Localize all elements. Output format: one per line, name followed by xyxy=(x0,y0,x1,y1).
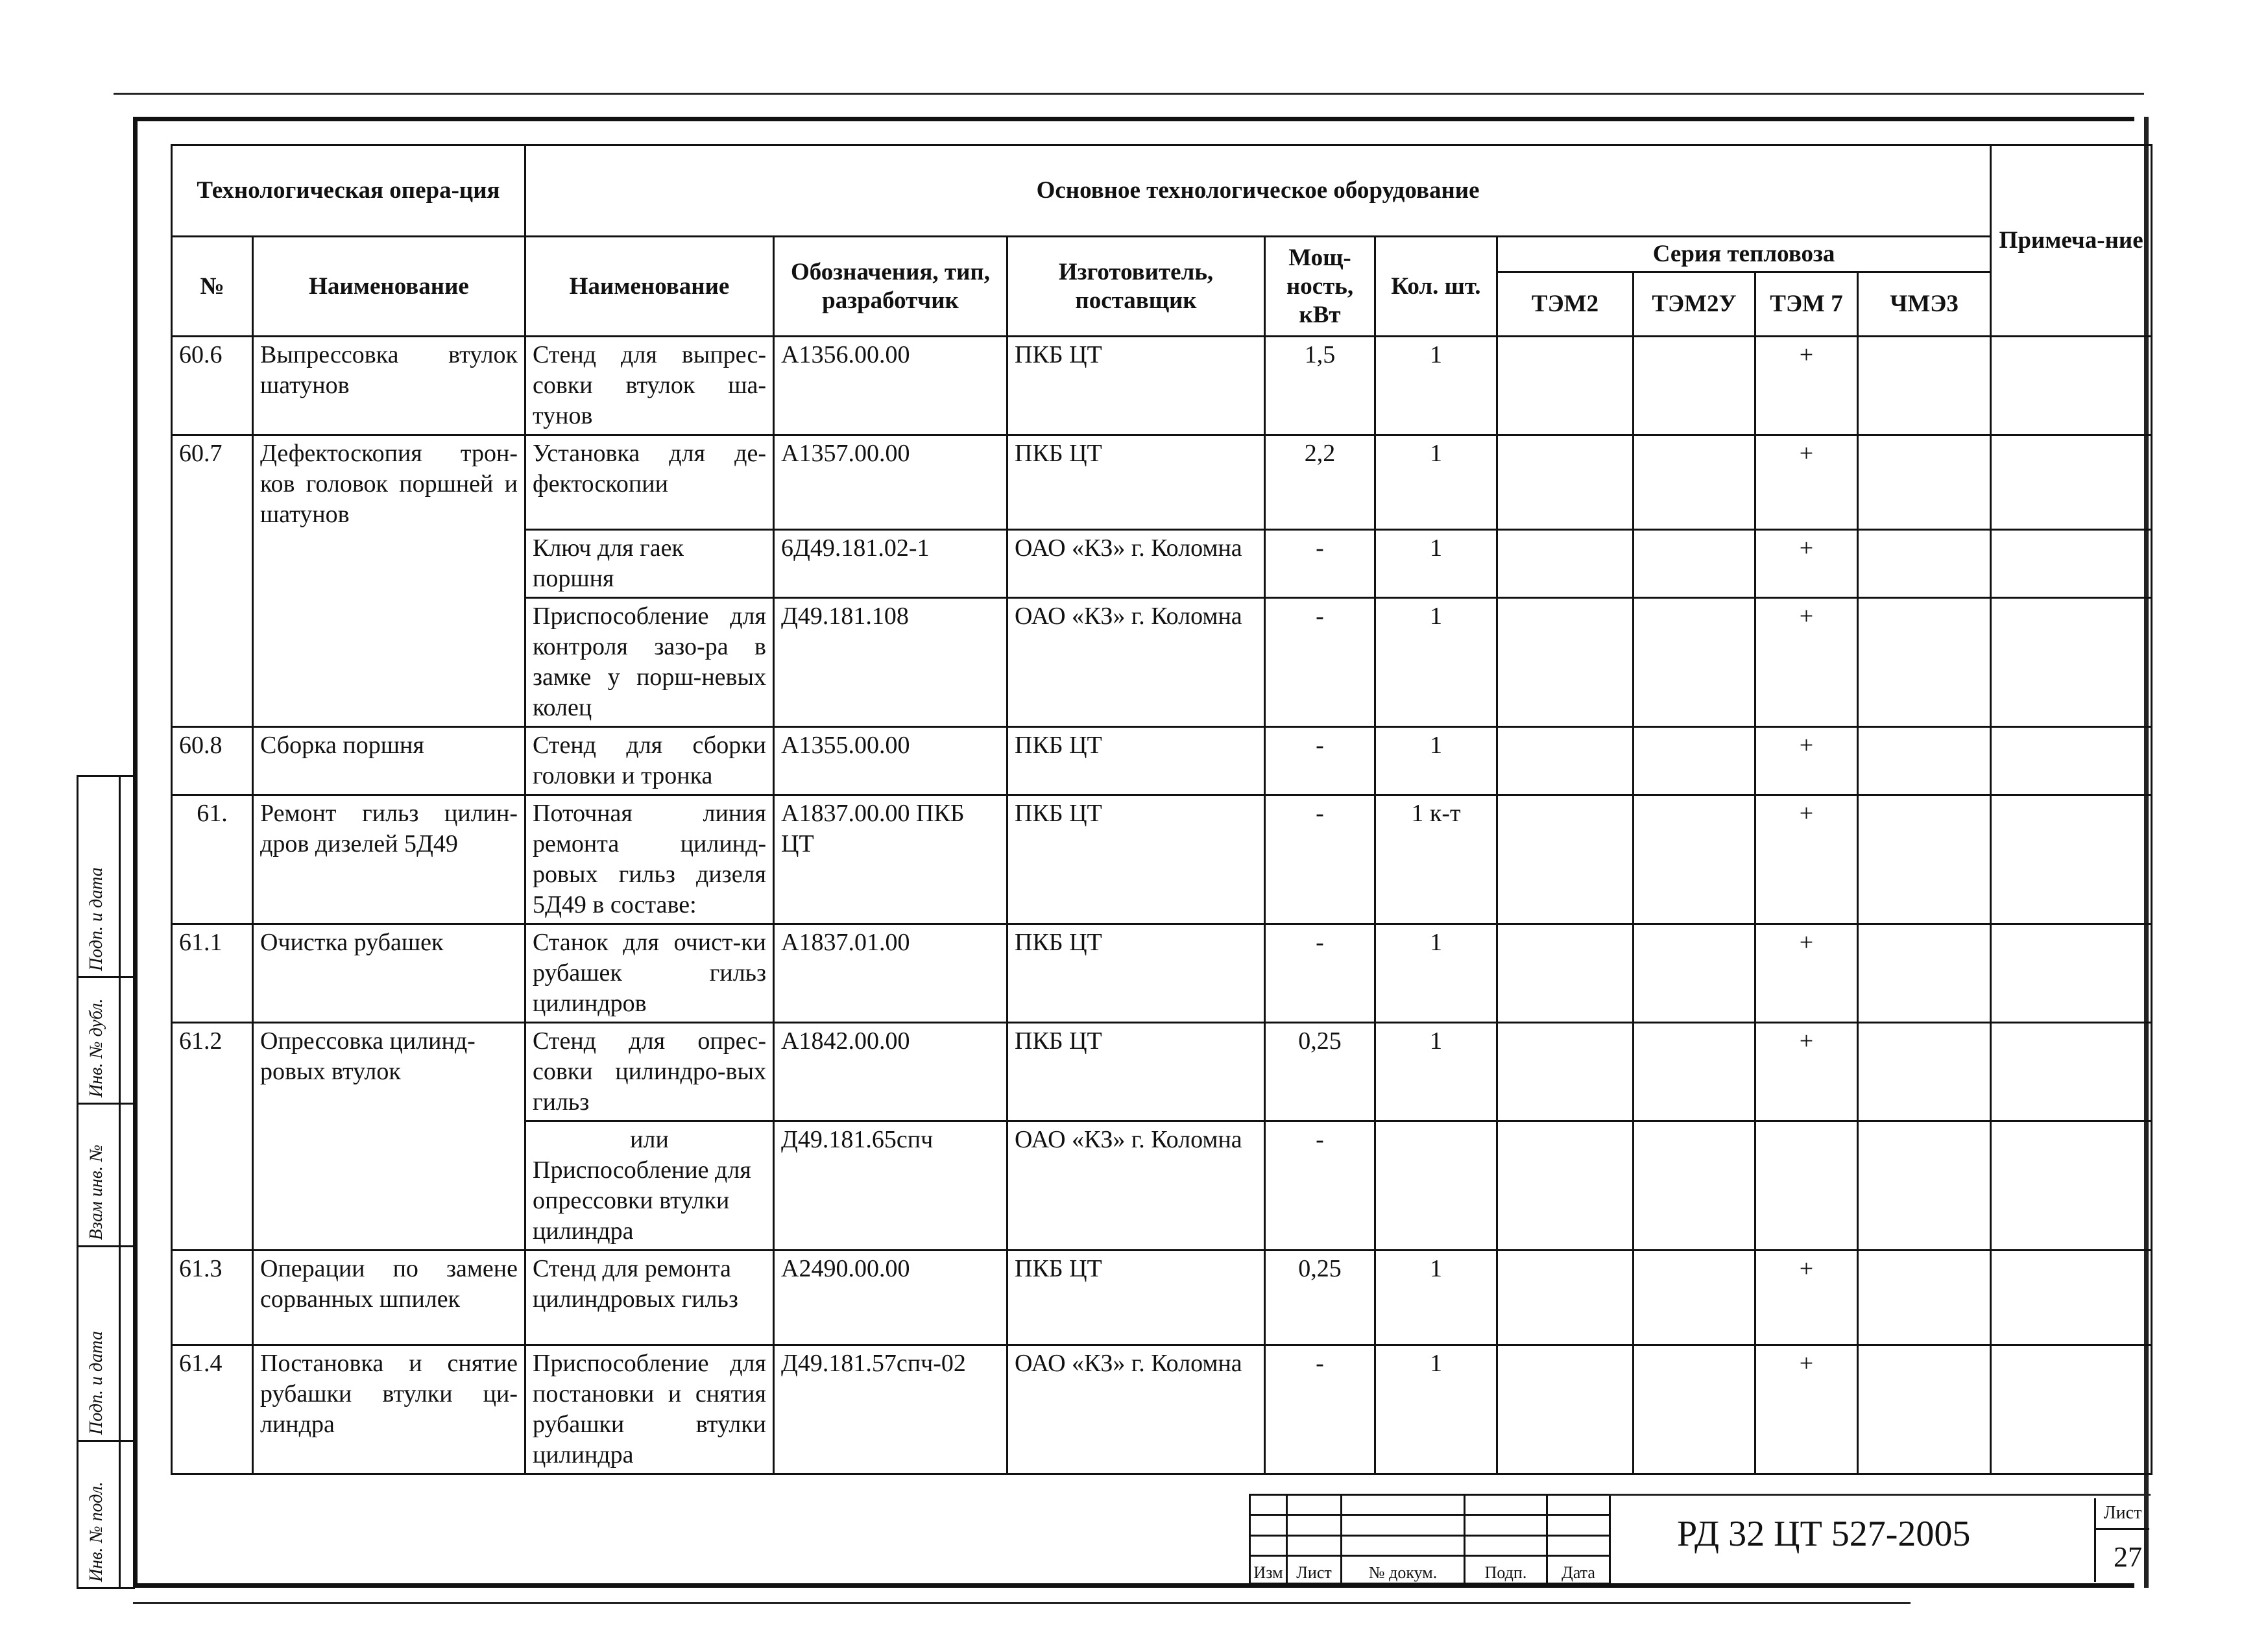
cell-tem2 xyxy=(1497,337,1634,435)
header-row-1 xyxy=(172,145,2152,237)
cell-designation: А2490.00.00 xyxy=(774,1251,1007,1345)
cell-num: 61.1 xyxy=(172,924,253,1023)
top-rule xyxy=(114,93,2144,95)
side-stamp-label: Инв. № подл. xyxy=(86,1481,106,1582)
cell-note xyxy=(1991,1345,2152,1474)
title-block-row xyxy=(1250,1535,1610,1555)
cell-equipment: Стенд для ремонта цилиндровых гильз xyxy=(525,1251,774,1345)
header-series-tem2u: ТЭМ2У xyxy=(1634,272,1755,337)
cell-chme3 xyxy=(1858,530,1991,598)
cell-note xyxy=(1991,795,2152,924)
cell-manufacturer: ПКБ ЦТ xyxy=(1007,435,1265,530)
cell-designation: А1837.00.00 ПКБ ЦТ xyxy=(774,795,1007,924)
header-row-2 xyxy=(172,237,2152,272)
cell-tem2u xyxy=(1634,1023,1755,1121)
cell-power: - xyxy=(1265,598,1375,727)
cell-tem7: + xyxy=(1755,727,1858,795)
tb-list: Лист xyxy=(1287,1556,1342,1584)
cell-qty: 1 xyxy=(1375,435,1497,530)
cell-tem2 xyxy=(1497,727,1634,795)
document-code: РД 32 ЦТ 527-2005 xyxy=(1677,1514,1971,1554)
cell-manufacturer: ОАО «КЗ» г. Коломна xyxy=(1007,530,1265,598)
cell-qty: 1 xyxy=(1375,337,1497,435)
cell-equipment-or: или xyxy=(630,1126,669,1153)
table-row xyxy=(172,435,2152,530)
cell-tem2 xyxy=(1497,530,1634,598)
header-series: Серия тепловоза xyxy=(1497,237,1991,272)
title-block-row xyxy=(1250,1515,1610,1535)
table-row xyxy=(172,1251,2152,1345)
cell-manufacturer: ОАО «КЗ» г. Коломна xyxy=(1007,1121,1265,1251)
header-manufacturer: Изготовитель, поставщик xyxy=(1007,237,1265,337)
cell-tem2u xyxy=(1634,1121,1755,1251)
cell-tem2 xyxy=(1497,1023,1634,1121)
cell-note xyxy=(1991,1023,2152,1121)
header-qty: Кол. шт. xyxy=(1375,237,1497,337)
cell-tem2u xyxy=(1634,924,1755,1023)
cell-qty: 1 xyxy=(1375,727,1497,795)
header-op-name: Наименование xyxy=(253,237,525,337)
cell-operation: Сборка поршня xyxy=(253,727,525,795)
cell-equipment: Стенд для выпрес-совки втулок ша-тунов xyxy=(525,337,774,435)
cell-tem2u xyxy=(1634,1345,1755,1474)
cell-tem2 xyxy=(1497,924,1634,1023)
cell-power: - xyxy=(1265,795,1375,924)
tb-podp: Подп. xyxy=(1465,1556,1547,1584)
header-designation: Обозначения, тип, разработчик xyxy=(774,237,1007,337)
cell-power: - xyxy=(1265,1345,1375,1474)
bottom-rule xyxy=(133,1602,1911,1604)
cell-manufacturer: ПКБ ЦТ xyxy=(1007,1023,1265,1121)
cell-qty: 1 xyxy=(1375,924,1497,1023)
cell-num: 61.3 xyxy=(172,1251,253,1345)
cell-tem2 xyxy=(1497,598,1634,727)
table-row xyxy=(172,727,2152,795)
cell-power: - xyxy=(1265,924,1375,1023)
title-block-grid xyxy=(1249,1494,1611,1585)
cell-chme3 xyxy=(1858,435,1991,530)
equipment-table xyxy=(171,144,2152,1475)
cell-note xyxy=(1991,1251,2152,1345)
cell-num: 60.6 xyxy=(172,337,253,435)
cell-operation: Операции по замене сорванных шпилек xyxy=(253,1251,525,1345)
header-series-chme3: ЧМЭ3 xyxy=(1858,272,1991,337)
cell-equipment xyxy=(525,1121,774,1251)
cell-num: 61.2 xyxy=(172,1023,253,1251)
cell-equipment: Приспособление для постановки и снятия рубашки втулки цилиндра xyxy=(525,1345,774,1474)
cell-manufacturer: ПКБ ЦТ xyxy=(1007,337,1265,435)
cell-tem7: + xyxy=(1755,337,1858,435)
cell-power: 2,2 xyxy=(1265,435,1375,530)
side-stamp-label: Подп. и дата xyxy=(86,1331,106,1435)
header-num: № xyxy=(172,237,253,337)
cell-note xyxy=(1991,1121,2152,1251)
side-stamp-label: Подп. и дата xyxy=(86,867,106,971)
cell-equipment: Приспособление для контроля зазо-ра в замке у порш-невых колец xyxy=(525,598,774,727)
cell-equipment: Стенд для сборки головки и тронка xyxy=(525,727,774,795)
cell-qty: 1 xyxy=(1375,598,1497,727)
cell-tem2u xyxy=(1634,795,1755,924)
cell-note xyxy=(1991,435,2152,530)
cell-tem2u xyxy=(1634,337,1755,435)
cell-power: - xyxy=(1265,727,1375,795)
cell-equipment: Поточная линия ремонта цилинд-ровых гильз дизеля 5Д49 в составе: xyxy=(525,795,774,924)
title-block xyxy=(1249,1494,2151,1585)
cell-qty xyxy=(1375,1121,1497,1251)
cell-tem7: + xyxy=(1755,530,1858,598)
tb-data: Дата xyxy=(1547,1556,1610,1584)
cell-tem2 xyxy=(1497,1121,1634,1251)
cell-chme3 xyxy=(1858,924,1991,1023)
header-eq-name: Наименование xyxy=(525,237,774,337)
cell-note xyxy=(1991,530,2152,598)
cell-note xyxy=(1991,598,2152,727)
cell-chme3 xyxy=(1858,598,1991,727)
cell-equipment: Станок для очист-ки рубашек гильз цилиндров xyxy=(525,924,774,1023)
title-block-labels xyxy=(1250,1556,1610,1584)
table-row xyxy=(172,924,2152,1023)
title-block-row xyxy=(1250,1495,1610,1515)
sheet-number: 27 xyxy=(2094,1530,2147,1582)
cell-operation: Выпрессовка втулок шатунов xyxy=(253,337,525,435)
cell-num: 61.4 xyxy=(172,1345,253,1474)
cell-tem2u xyxy=(1634,727,1755,795)
cell-manufacturer: ПКБ ЦТ xyxy=(1007,924,1265,1023)
cell-manufacturer: ОАО «КЗ» г. Коломна xyxy=(1007,598,1265,727)
cell-operation: Постановка и снятие рубашки втулки ци-линдра xyxy=(253,1345,525,1474)
cell-designation: А1837.01.00 xyxy=(774,924,1007,1023)
cell-qty: 1 к-т xyxy=(1375,795,1497,924)
cell-equipment: Установка для де-фектоскопии xyxy=(525,435,774,530)
cell-tem7 xyxy=(1755,1121,1858,1251)
cell-tem7: + xyxy=(1755,924,1858,1023)
cell-chme3 xyxy=(1858,1345,1991,1474)
cell-operation: Дефектоскопия трон-ков головок поршней и шатунов xyxy=(253,435,525,727)
cell-tem7: + xyxy=(1755,795,1858,924)
cell-manufacturer: ОАО «КЗ» г. Коломна xyxy=(1007,1345,1265,1474)
table-row xyxy=(172,337,2152,435)
cell-designation: Д49.181.108 xyxy=(774,598,1007,727)
cell-chme3 xyxy=(1858,795,1991,924)
cell-tem2u xyxy=(1634,435,1755,530)
cell-tem7: + xyxy=(1755,1023,1858,1121)
cell-power: 0,25 xyxy=(1265,1023,1375,1121)
cell-tem7: + xyxy=(1755,435,1858,530)
cell-power: 1,5 xyxy=(1265,337,1375,435)
cell-tem2u xyxy=(1634,530,1755,598)
header-note: Примеча-ние xyxy=(1991,145,2152,337)
cell-qty: 1 xyxy=(1375,1251,1497,1345)
cell-designation: А1357.00.00 xyxy=(774,435,1007,530)
cell-num: 60.8 xyxy=(172,727,253,795)
title-block-top-rule xyxy=(1609,1494,2151,1496)
table-row xyxy=(172,1023,2152,1121)
cell-tem2 xyxy=(1497,435,1634,530)
cell-power: - xyxy=(1265,1121,1375,1251)
cell-manufacturer: ПКБ ЦТ xyxy=(1007,795,1265,924)
header-tech-operation: Технологическая опера-ция xyxy=(172,145,525,237)
cell-equipment-alt: Приспособление для опрессовки втулки цилиндра xyxy=(533,1156,751,1245)
cell-designation: А1356.00.00 xyxy=(774,337,1007,435)
cell-power: 0,25 xyxy=(1265,1251,1375,1345)
table-row xyxy=(172,1345,2152,1474)
table-row xyxy=(172,795,2152,924)
side-stamp-divider xyxy=(119,777,136,1587)
cell-chme3 xyxy=(1858,727,1991,795)
cell-chme3 xyxy=(1858,337,1991,435)
sheet-label: Лист xyxy=(2094,1498,2149,1530)
cell-operation: Очистка рубашек xyxy=(253,924,525,1023)
cell-tem7: + xyxy=(1755,1345,1858,1474)
side-stamp xyxy=(77,775,135,1589)
cell-designation: Д49.181.65спч xyxy=(774,1121,1007,1251)
cell-qty: 1 xyxy=(1375,530,1497,598)
cell-chme3 xyxy=(1858,1121,1991,1251)
cell-tem2u xyxy=(1634,598,1755,727)
cell-tem2 xyxy=(1497,1251,1634,1345)
cell-manufacturer: ПКБ ЦТ xyxy=(1007,1251,1265,1345)
header-series-tem7: ТЭМ 7 xyxy=(1755,272,1858,337)
cell-chme3 xyxy=(1858,1023,1991,1121)
cell-tem7: + xyxy=(1755,1251,1858,1345)
cell-designation: Д49.181.57спч-02 xyxy=(774,1345,1007,1474)
cell-designation: А1842.00.00 xyxy=(774,1023,1007,1121)
header-power: Мощ-ность, кВт xyxy=(1265,237,1375,337)
cell-tem7: + xyxy=(1755,598,1858,727)
cell-designation: А1355.00.00 xyxy=(774,727,1007,795)
cell-tem2 xyxy=(1497,1345,1634,1474)
cell-note xyxy=(1991,924,2152,1023)
tb-izm: Изм xyxy=(1250,1556,1287,1584)
side-stamp-label: Инв. № дубл. xyxy=(86,998,106,1097)
cell-note xyxy=(1991,727,2152,795)
cell-operation: Опрессовка цилинд-ровых втулок xyxy=(253,1023,525,1251)
cell-num: 60.7 xyxy=(172,435,253,727)
cell-chme3 xyxy=(1858,1251,1991,1345)
cell-qty: 1 xyxy=(1375,1345,1497,1474)
cell-note xyxy=(1991,337,2152,435)
cell-power: - xyxy=(1265,530,1375,598)
cell-manufacturer: ПКБ ЦТ xyxy=(1007,727,1265,795)
cell-tem2u xyxy=(1634,1251,1755,1345)
header-main-equipment: Основное технологическое оборудование xyxy=(525,145,1991,237)
cell-tem2 xyxy=(1497,795,1634,924)
header-series-tem2: ТЭМ2 xyxy=(1497,272,1634,337)
cell-equipment: Стенд для опрес-совки цилиндро-вых гильз xyxy=(525,1023,774,1121)
cell-num: 61. xyxy=(172,795,253,924)
cell-qty: 1 xyxy=(1375,1023,1497,1121)
tb-doc: № докум. xyxy=(1342,1556,1465,1584)
side-stamp-label: Взам инв. № xyxy=(86,1144,106,1240)
cell-designation: 6Д49.181.02-1 xyxy=(774,530,1007,598)
cell-equipment: Ключ для гаек поршня xyxy=(525,530,774,598)
cell-operation: Ремонт гильз цилин-дров дизелей 5Д49 xyxy=(253,795,525,924)
